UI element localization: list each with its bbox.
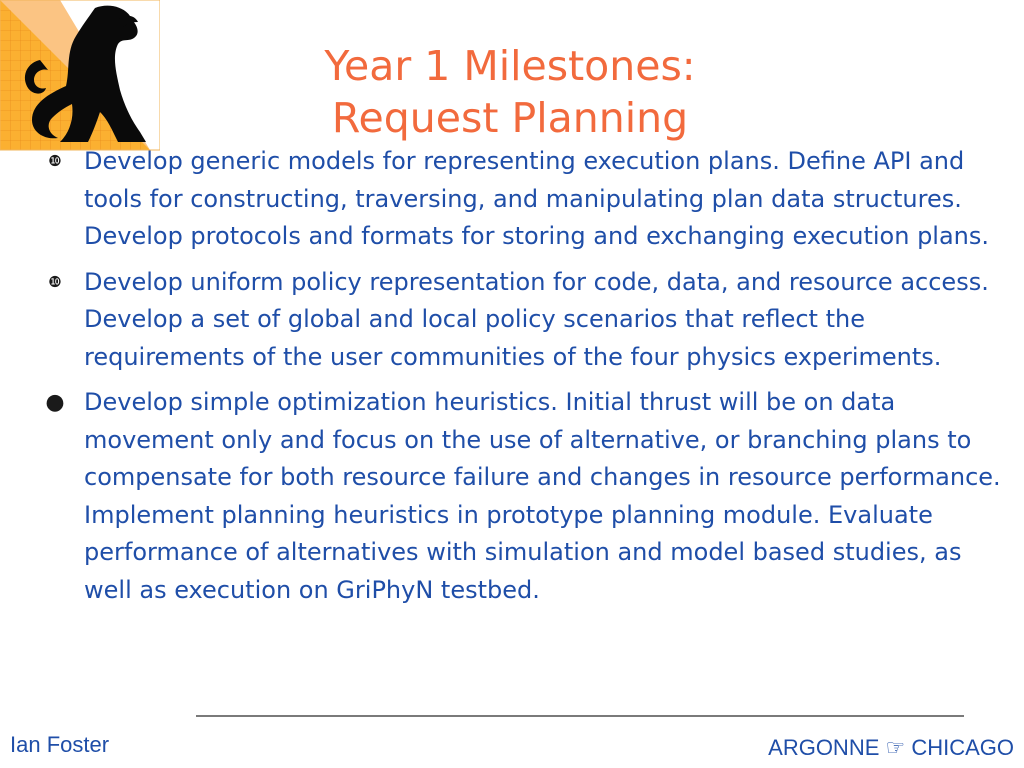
bullet-text: Develop generic models for representing execution plans. Define API and tools for constructing, traversing, and manipulating plan data structures. Develop protocols and formats for storing and exchanging execution plans. bbox=[84, 147, 990, 250]
bullet-item bbox=[44, 143, 1014, 256]
title-line-2: Request Planning bbox=[331, 94, 689, 142]
footer-divider bbox=[196, 715, 964, 717]
bullet-text: Develop uniform policy representation for code, data, and resource access. Develop a set of global and local policy scenarios that reflect the requirements of the user communities of the four physics experiments. bbox=[84, 267, 989, 371]
bullet-item bbox=[44, 384, 1014, 609]
bullet-marker-icon: ❿ bbox=[48, 272, 62, 291]
footer-organization: ARGONNE ☞ CHICAGO bbox=[768, 735, 1014, 760]
bullet-list bbox=[44, 143, 1014, 617]
footer-author: Ian Foster bbox=[10, 732, 110, 757]
bullet-marker-icon: ❿ bbox=[48, 152, 62, 170]
title-line-1: Year 1 Milestones: bbox=[324, 42, 696, 90]
bullet-dot-icon: ● bbox=[45, 390, 65, 415]
bullet-item bbox=[44, 264, 1014, 377]
slide-title bbox=[170, 40, 850, 144]
griffin-logo-icon bbox=[0, 0, 160, 152]
bullet-text: Develop simple optimization heuristics. Initial thrust will be on data movement only and focus on the use of alternative, or branching plans to compensate for both resource failure and changes in resource performance. Implement planning heuristics in prototype planning module. Evaluate performance of alternatives with simulation and model based studies, as well as execution on GriPhyN testbed. bbox=[84, 388, 1001, 604]
